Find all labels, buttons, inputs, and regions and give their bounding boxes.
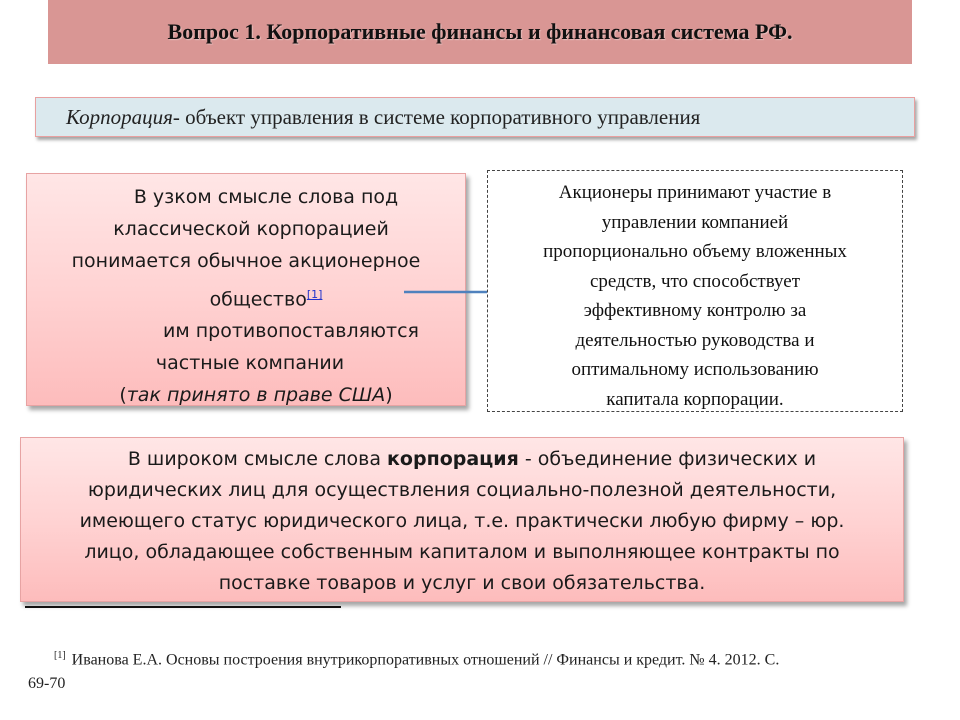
narrow-line: им противопоставляются xyxy=(163,320,419,343)
broad-line: лицо, обладающее собственным капиталом и выполняющее контракты по xyxy=(84,541,840,563)
broad-term: корпорация xyxy=(387,448,519,470)
footnote-pages: 69-70 xyxy=(28,675,66,693)
narrow-line: В узком смысле слова под xyxy=(133,186,399,208)
footnote-text: Иванова Е.А. Основы построения внутрикорпоративных отношений // Финансы и кредит. № 4. 2012. С. xyxy=(71,651,780,669)
shareholders-box xyxy=(487,170,903,412)
shareholders-line: пропорционально объему вложенных xyxy=(543,241,847,262)
footnote-separator xyxy=(25,606,341,608)
definition-banner xyxy=(35,97,915,137)
paren-open: ( xyxy=(119,384,127,407)
slide-title xyxy=(48,0,912,64)
footnote-mark: [1] xyxy=(54,650,66,661)
footnote-link[interactable]: [1] xyxy=(306,288,323,301)
broad-sense-box xyxy=(20,437,904,602)
narrow-line: частные компании xyxy=(155,352,345,375)
broad-line-text: - объединение физических и xyxy=(518,448,817,470)
narrow-line xyxy=(27,379,465,411)
paren-close: ) xyxy=(385,384,393,407)
broad-line: имеющего статус юридического лица, т.е. практически любую фирму – юр. xyxy=(79,510,845,532)
broad-line: юридических лиц для осуществления социально-полезной деятельности, xyxy=(87,479,837,501)
definition-term: Корпорация xyxy=(66,104,173,129)
footnote xyxy=(28,644,928,696)
definition-text: - объект управления в системе корпоративного управления xyxy=(172,104,701,129)
narrow-line-text: общество xyxy=(209,288,307,311)
narrow-line xyxy=(27,277,465,315)
slide-title-text: Вопрос 1. Корпоративные финансы и финансовая система РФ. xyxy=(167,19,793,44)
narrow-line: понимается обычное акционерное xyxy=(71,250,421,272)
shareholders-line: капитала корпорации. xyxy=(606,388,784,410)
usa-law-note: так принято в праве США xyxy=(126,384,386,407)
broad-line: поставке товаров и услуг и свои обязательства. xyxy=(218,572,706,594)
narrow-line: классической корпорацией xyxy=(113,218,389,240)
narrow-sense-box xyxy=(26,173,466,406)
shareholders-line: деятельностью руководства и xyxy=(575,329,815,351)
broad-line xyxy=(21,444,903,475)
shareholders-line: управлении компанией xyxy=(601,211,789,233)
shareholders-line: средств, что способствует xyxy=(589,270,801,292)
shareholders-line: оптимальному использованию xyxy=(571,359,819,380)
shareholders-line: эффективному контролю за xyxy=(583,300,807,321)
broad-line-text: В широком смысле слова xyxy=(127,448,388,470)
shareholders-line: Акционеры принимают участие в xyxy=(558,182,832,203)
